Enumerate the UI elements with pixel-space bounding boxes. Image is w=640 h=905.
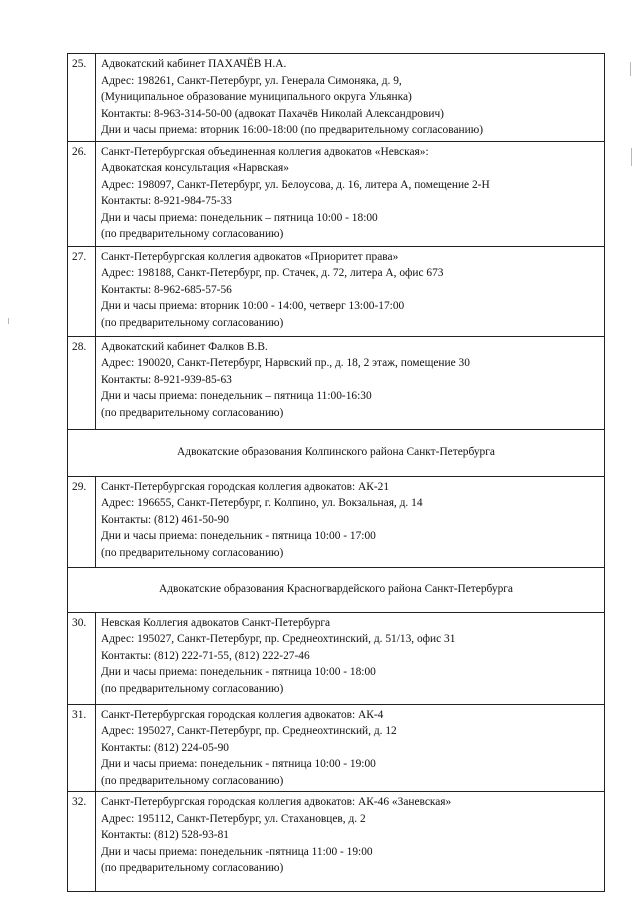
entry-line: (Муниципальное образование муниципального округа Ульянка) — [101, 91, 412, 103]
scan-artifact — [630, 62, 631, 76]
section-title: Адвокатские образования Колпинского района Санкт-Петербурга — [68, 429, 605, 476]
entry-details — [96, 612, 605, 704]
entry-line: Контакты: 8-962-685-57-56 — [101, 283, 232, 296]
entry-line: Дни и часы приема: понедельник - пятница 10:00 - 19:00 — [101, 758, 376, 770]
entry-line: Адрес: 195112, Санкт-Петербург, ул. Стахановцев, д. 2 — [101, 812, 366, 825]
entry-line: Адрес: 198188, Санкт-Петербург, пр. Стачек, д. 72, литера А, офис 673 — [101, 267, 444, 279]
entry-details — [96, 246, 605, 336]
section-header-row — [68, 429, 605, 476]
entry-line: (по предварительному согласованию) — [101, 862, 284, 874]
entry-details — [96, 704, 605, 792]
table-row — [68, 612, 605, 704]
entry-line: Контакты: 8-921-939-85-63 — [101, 373, 232, 386]
entry-line: Адрес: 195027, Санкт-Петербург, пр. Среднеохтинский, д. 51/13, офис 31 — [101, 633, 456, 645]
table-row — [68, 246, 605, 336]
entry-line: Адрес: 198097, Санкт-Петербург, ул. Белоусова, д. 16, литера А, помещение 2-Н — [101, 178, 490, 191]
entry-line: Контакты: (812) 224-05-90 — [101, 741, 229, 754]
entry-details — [96, 476, 605, 567]
entry-line: Дни и часы приема: понедельник -пятница 11:00 - 19:00 — [101, 845, 373, 858]
entry-line: Адвокатская консультация «Нарвская» — [101, 162, 289, 174]
entry-line: (по предварительному согласованию) — [101, 316, 284, 329]
entry-line: Санкт-Петербургская городская коллегия адвокатов: АК-4 — [101, 708, 384, 721]
entry-line: Дни и часы приема: понедельник - пятница 10:00 - 18:00 — [101, 666, 376, 678]
entry-line: Дни и часы приема: вторник 16:00-18:00 (по предварительному согласованию) — [101, 124, 484, 136]
scan-artifact — [631, 148, 632, 166]
entry-number: 28. — [68, 336, 96, 429]
entry-number: 32. — [68, 792, 96, 892]
scan-artifact — [8, 318, 9, 324]
entry-details — [96, 54, 605, 142]
entry-details — [96, 141, 605, 246]
entry-line: (по предварительному согласованию) — [101, 406, 284, 419]
entry-line: Дни и часы приема: понедельник – пятница 10:00 - 18:00 — [101, 211, 378, 224]
table-row — [68, 476, 605, 567]
entry-line: (по предварительному согласованию) — [101, 774, 284, 787]
entry-line: Адрес: 190020, Санкт-Петербург, Нарвский пр., д. 18, 2 этаж, помещение 30 — [101, 357, 470, 369]
table-row — [68, 704, 605, 792]
entry-line: Адвокатский кабинет Фалков В.В. — [101, 340, 268, 353]
entry-line: Санкт-Петербургская коллегия адвокатов «Приоритет права» — [101, 250, 399, 263]
entry-number: 27. — [68, 246, 96, 336]
entry-number: 26. — [68, 141, 96, 246]
section-header-row — [68, 567, 605, 612]
entry-line: Контакты: (812) 461-50-90 — [101, 513, 229, 526]
entry-line: Контакты: 8-963-314-50-00 (адвокат Пахачёв Николай Александрович) — [101, 107, 444, 120]
table-row — [68, 336, 605, 429]
entry-number: 25. — [68, 54, 96, 142]
entry-line: (по предварительному согласованию) — [101, 546, 284, 559]
entry-line: Дни и часы приема: понедельник – пятница 11:00-16:30 — [101, 390, 372, 402]
entry-line: Контакты: (812) 528-93-81 — [101, 829, 229, 841]
bar-association-table — [67, 53, 605, 892]
entry-line: Контакты: (812) 222-71-55, (812) 222-27-46 — [101, 649, 310, 662]
entry-number: 29. — [68, 476, 96, 567]
entry-line: Адрес: 198261, Санкт-Петербург, ул. Генерала Симоняка, д. 9, — [101, 74, 402, 87]
entry-line: Адрес: 196655, Санкт-Петербург, г. Колпино, ул. Вокзальная, д. 14 — [101, 497, 423, 509]
entry-line: (по предварительному согласованию) — [101, 682, 284, 695]
entry-line: Адрес: 195027, Санкт-Петербург, пр. Среднеохтинский, д. 12 — [101, 725, 397, 737]
table-row — [68, 141, 605, 246]
entry-line: Санкт-Петербургская объединенная коллегия адвокатов «Невская»: — [101, 145, 429, 158]
entry-line: Санкт-Петербургская городская коллегия адвокатов: АК-46 «Заневская» — [101, 796, 452, 808]
entry-details — [96, 336, 605, 429]
table-row — [68, 54, 605, 142]
entry-line: Контакты: 8-921-984-75-33 — [101, 195, 232, 207]
entry-line: (по предварительному согласованию) — [101, 228, 284, 240]
entry-line: Адвокатский кабинет ПАХАЧЁВ Н.А. — [101, 58, 287, 70]
entry-details — [96, 792, 605, 892]
table-row — [68, 792, 605, 892]
entry-line: Дни и часы приема: вторник 10:00 - 14:00, четверг 13:00-17:00 — [101, 300, 405, 312]
entry-line: Дни и часы приема: понедельник - пятница 10:00 - 17:00 — [101, 530, 376, 542]
section-title: Адвокатские образования Красногвардейского района Санкт-Петербурга — [68, 567, 605, 612]
entry-line: Невская Коллегия адвокатов Санкт-Петербурга — [101, 616, 331, 629]
entry-number: 31. — [68, 704, 96, 792]
entry-line: Санкт-Петербургская городская коллегия адвокатов: АК-21 — [101, 480, 390, 493]
entry-number: 30. — [68, 612, 96, 704]
